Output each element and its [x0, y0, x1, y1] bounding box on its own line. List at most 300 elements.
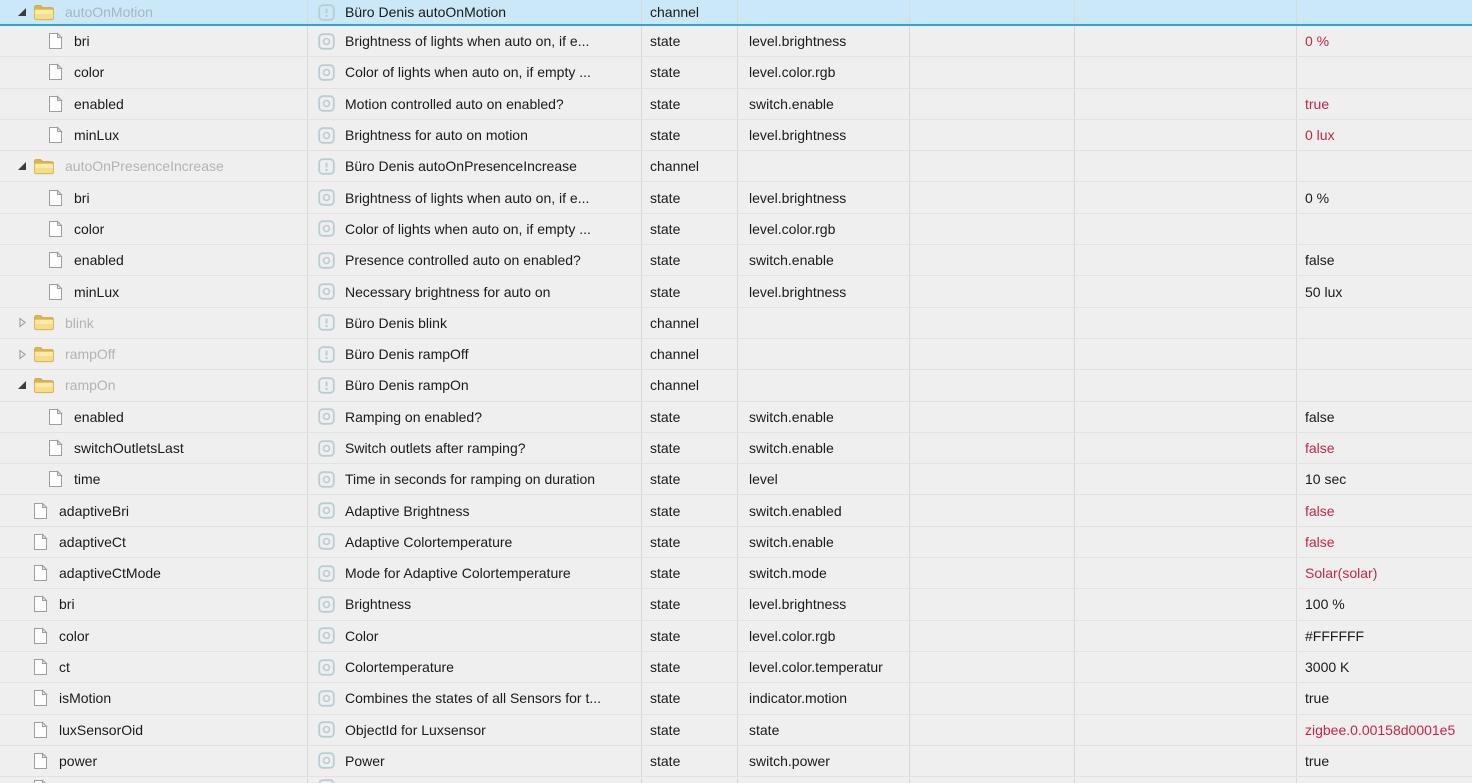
object-name: bri	[74, 33, 90, 50]
value-cell[interactable]	[1297, 558, 1472, 588]
file-icon-wrap	[33, 752, 48, 770]
state-icon	[318, 220, 335, 237]
state-icon-wrap	[318, 596, 335, 613]
file-icon	[48, 63, 63, 81]
object-name: rampOff	[65, 346, 116, 363]
name-cell	[0, 621, 308, 651]
value-cell[interactable]	[1297, 464, 1472, 494]
object-type: channel	[650, 4, 700, 20]
object-type: channel	[650, 314, 700, 331]
file-icon	[48, 189, 63, 207]
value-cell[interactable]	[1297, 715, 1472, 745]
type-cell	[642, 339, 738, 369]
value-cell[interactable]	[1297, 120, 1472, 150]
description-cell	[308, 464, 642, 494]
channel-icon	[318, 4, 335, 21]
name-cell	[0, 214, 308, 244]
name-cell	[0, 26, 308, 56]
object-name: adaptiveCt	[59, 533, 126, 550]
description-cell	[308, 370, 642, 400]
tree-row[interactable]	[0, 558, 1472, 589]
role-cell	[738, 308, 910, 338]
type-cell	[642, 89, 738, 119]
role-cell	[738, 777, 910, 783]
type-cell	[642, 621, 738, 651]
name-cell	[0, 402, 308, 432]
object-value: 0 %	[1305, 189, 1330, 206]
room-cell	[910, 558, 1075, 588]
object-description: Color	[345, 627, 379, 644]
object-type: state	[650, 283, 681, 300]
description-cell	[308, 621, 642, 651]
name-cell	[0, 777, 308, 783]
file-icon	[48, 470, 63, 488]
function-cell	[1075, 558, 1297, 588]
object-description: Brightness for auto on motion	[345, 127, 528, 144]
object-name: color	[74, 220, 105, 237]
tree-row[interactable]	[0, 89, 1472, 120]
folder-icon-wrap	[33, 314, 54, 331]
room-cell	[910, 182, 1075, 212]
function-cell	[1075, 0, 1297, 24]
object-type: state	[650, 690, 681, 707]
type-cell	[642, 308, 738, 338]
object-type: state	[650, 220, 681, 237]
description-cell	[308, 433, 642, 463]
folder-icon-wrap	[33, 346, 54, 363]
role-cell	[738, 370, 910, 400]
description-cell	[308, 214, 642, 244]
object-value: Solar(solar)	[1305, 565, 1378, 582]
room-cell	[910, 433, 1075, 463]
object-value: 3000 K	[1305, 659, 1350, 676]
room-cell	[910, 683, 1075, 713]
file-icon-wrap	[48, 189, 63, 207]
triangle-expanded-icon	[17, 7, 27, 17]
role-cell	[738, 558, 910, 588]
object-type: state	[650, 659, 681, 676]
state-icon-wrap	[318, 502, 335, 519]
type-cell	[642, 495, 738, 525]
file-icon	[33, 627, 48, 645]
name-cell	[0, 683, 308, 713]
file-icon	[33, 502, 48, 520]
object-role: level.color.rgb	[749, 627, 836, 644]
tree-row[interactable]	[0, 214, 1472, 245]
type-cell	[642, 777, 738, 783]
file-icon	[33, 533, 48, 551]
room-cell	[910, 621, 1075, 651]
value-cell[interactable]	[1297, 182, 1472, 212]
room-cell	[910, 589, 1075, 619]
room-cell	[910, 89, 1075, 119]
object-value: false	[1305, 502, 1335, 519]
folder-icon-wrap	[33, 158, 54, 175]
name-cell	[0, 558, 308, 588]
name-cell	[0, 746, 308, 776]
tree-row[interactable]	[0, 652, 1472, 683]
folder-icon	[33, 4, 54, 21]
triangle-collapsed-icon	[17, 349, 27, 360]
room-cell	[910, 527, 1075, 557]
object-name: ct	[59, 659, 70, 676]
folder-icon	[33, 158, 54, 175]
description-cell	[308, 339, 642, 369]
object-type: state	[650, 721, 681, 738]
object-description: Motion controlled auto on enabled?	[345, 95, 564, 112]
file-icon-wrap	[33, 564, 48, 582]
object-description: Büro Denis autoOnPresenceIncrease	[345, 158, 577, 175]
type-cell	[642, 715, 738, 745]
value-cell[interactable]	[1297, 276, 1472, 306]
object-name: time	[74, 471, 101, 488]
object-value: 100 %	[1305, 596, 1345, 613]
tree-row[interactable]	[0, 0, 1472, 26]
type-cell	[642, 558, 738, 588]
state-icon-wrap	[318, 721, 335, 738]
object-type: state	[650, 471, 681, 488]
type-cell	[642, 464, 738, 494]
object-name: bri	[74, 189, 90, 206]
file-icon-wrap	[48, 63, 63, 81]
file-icon-wrap	[33, 721, 48, 739]
description-cell	[308, 276, 642, 306]
object-name: power	[59, 752, 98, 769]
state-icon-wrap	[318, 471, 335, 488]
description-cell	[308, 182, 642, 212]
object-description: Combines the states of all Sensors for t...	[345, 690, 602, 707]
role-cell	[738, 339, 910, 369]
type-cell	[642, 276, 738, 306]
role-cell	[738, 120, 910, 150]
tree-row[interactable]	[0, 777, 1472, 783]
file-icon	[33, 564, 48, 582]
value-cell[interactable]	[1297, 214, 1472, 244]
tree-row[interactable]	[0, 26, 1472, 57]
tree-row[interactable]	[0, 276, 1472, 307]
state-icon-wrap	[318, 440, 335, 457]
value-cell[interactable]	[1297, 151, 1472, 181]
state-icon-wrap	[318, 252, 335, 269]
name-cell	[0, 182, 308, 212]
object-type: state	[650, 502, 681, 519]
object-type: state	[650, 408, 681, 425]
object-value: true	[1305, 95, 1330, 112]
file-icon	[48, 439, 63, 457]
name-cell	[0, 652, 308, 682]
file-icon-wrap	[48, 220, 63, 238]
state-icon	[318, 596, 335, 613]
type-cell	[642, 683, 738, 713]
tree-row[interactable]	[0, 57, 1472, 88]
function-cell	[1075, 527, 1297, 557]
tree-row[interactable]	[0, 527, 1472, 558]
state-icon	[318, 252, 335, 269]
type-cell	[642, 402, 738, 432]
file-icon	[48, 283, 63, 301]
file-icon-wrap	[48, 439, 63, 457]
file-icon-wrap	[48, 126, 63, 144]
object-role: switch.enable	[749, 252, 834, 269]
description-cell	[308, 589, 642, 619]
room-cell	[910, 245, 1075, 275]
function-cell	[1075, 683, 1297, 713]
function-cell	[1075, 245, 1297, 275]
object-description: ObjectId for Luxsensor	[345, 721, 486, 738]
triangle-expanded-icon	[17, 161, 27, 171]
value-cell[interactable]	[1297, 777, 1472, 783]
value-cell[interactable]	[1297, 26, 1472, 56]
object-role: level.brightness	[749, 127, 847, 144]
role-cell	[738, 527, 910, 557]
object-type: channel	[650, 158, 700, 175]
value-cell[interactable]	[1297, 433, 1472, 463]
channel-icon	[318, 314, 335, 331]
object-name: autoOnPresenceIncrease	[65, 158, 224, 175]
tree-row[interactable]	[0, 433, 1472, 464]
object-name: minLux	[74, 283, 120, 300]
tree-row[interactable]	[0, 370, 1472, 401]
object-role: level.color.rgb	[749, 64, 836, 81]
object-description: Presence controlled auto on enabled?	[345, 252, 581, 269]
value-cell[interactable]	[1297, 746, 1472, 776]
function-cell	[1075, 308, 1297, 338]
role-cell	[738, 89, 910, 119]
type-cell	[642, 0, 738, 24]
tree-row[interactable]	[0, 182, 1472, 213]
object-role: level.color.rgb	[749, 220, 836, 237]
name-cell	[0, 276, 308, 306]
tree-row[interactable]	[0, 683, 1472, 714]
room-cell	[910, 214, 1075, 244]
object-type: state	[650, 596, 681, 613]
object-description: Color of lights when auto on, if empty ...	[345, 64, 591, 81]
channel-icon	[318, 158, 335, 175]
function-cell	[1075, 402, 1297, 432]
object-role: switch.enable	[749, 533, 834, 550]
file-icon-wrap	[33, 658, 48, 676]
folder-icon	[33, 314, 54, 331]
object-role: switch.enable	[749, 440, 834, 456]
state-icon	[318, 627, 335, 644]
object-description: Colortemperature	[345, 659, 454, 676]
channel-icon	[318, 346, 335, 363]
object-description: Adaptive Colortemperature	[345, 533, 513, 550]
description-cell	[308, 777, 642, 783]
file-icon	[48, 95, 63, 113]
tree-row[interactable]	[0, 746, 1472, 777]
role-cell	[738, 182, 910, 212]
state-icon-wrap	[318, 283, 335, 300]
tree-expander-icon[interactable]	[16, 160, 28, 172]
file-icon-wrap	[48, 470, 63, 488]
file-icon-wrap	[33, 689, 48, 707]
name-cell	[0, 151, 308, 181]
channel-icon-wrap	[318, 158, 335, 175]
tree-expander-icon[interactable]	[16, 317, 28, 329]
tree-row[interactable]	[0, 120, 1472, 151]
description-cell	[308, 57, 642, 87]
channel-icon-wrap	[318, 4, 335, 21]
tree-row[interactable]	[0, 589, 1472, 620]
tree-row[interactable]	[0, 715, 1472, 746]
function-cell	[1075, 621, 1297, 651]
role-cell	[738, 715, 910, 745]
file-icon	[33, 658, 48, 676]
function-cell	[1075, 339, 1297, 369]
state-icon	[318, 189, 335, 206]
object-name: adaptiveBri	[59, 502, 130, 519]
function-cell	[1075, 182, 1297, 212]
function-cell	[1075, 715, 1297, 745]
function-cell	[1075, 777, 1297, 783]
object-name: autoOnMotion	[65, 4, 153, 20]
value-cell[interactable]	[1297, 621, 1472, 651]
object-description: Brightness of lights when auto on, if e...	[345, 33, 590, 50]
tree-row[interactable]	[0, 339, 1472, 370]
description-cell	[308, 402, 642, 432]
role-cell	[738, 402, 910, 432]
value-cell[interactable]	[1297, 370, 1472, 400]
file-icon	[33, 752, 48, 770]
room-cell	[910, 777, 1075, 783]
function-cell	[1075, 214, 1297, 244]
file-icon	[33, 595, 48, 613]
description-cell	[308, 89, 642, 119]
state-icon	[318, 779, 335, 783]
function-cell	[1075, 652, 1297, 682]
tree-expander-icon[interactable]	[16, 6, 28, 18]
value-cell[interactable]	[1297, 245, 1472, 275]
object-type: state	[650, 440, 681, 456]
tree-expander-icon[interactable]	[16, 379, 28, 391]
object-description: Büro Denis rampOff	[345, 346, 469, 363]
object-role: state	[749, 721, 780, 738]
state-icon	[318, 440, 335, 457]
tree-row[interactable]	[0, 151, 1472, 182]
tree-row[interactable]	[0, 464, 1472, 495]
object-value: false	[1305, 533, 1335, 550]
object-type: state	[650, 533, 681, 550]
channel-icon	[318, 377, 335, 394]
object-role: level.brightness	[749, 33, 847, 50]
room-cell	[910, 715, 1075, 745]
tree-expander-icon[interactable]	[16, 348, 28, 360]
name-cell	[0, 245, 308, 275]
function-cell	[1075, 370, 1297, 400]
role-cell	[738, 0, 910, 24]
state-icon-wrap	[318, 627, 335, 644]
object-type: state	[650, 33, 681, 50]
object-role: switch.enable	[749, 408, 834, 425]
role-cell	[738, 495, 910, 525]
role-cell	[738, 57, 910, 87]
state-icon	[318, 283, 335, 300]
value-cell[interactable]	[1297, 57, 1472, 87]
file-icon	[48, 251, 63, 269]
name-cell	[0, 0, 308, 24]
type-cell	[642, 182, 738, 212]
description-cell	[308, 527, 642, 557]
role-cell	[738, 245, 910, 275]
object-role: level.brightness	[749, 283, 847, 300]
description-cell	[308, 683, 642, 713]
name-cell	[0, 308, 308, 338]
type-cell	[642, 151, 738, 181]
state-icon	[318, 64, 335, 81]
file-icon-wrap	[48, 32, 63, 50]
tree-row[interactable]	[0, 402, 1472, 433]
room-cell	[910, 746, 1075, 776]
triangle-expanded-icon	[17, 380, 27, 390]
value-cell[interactable]	[1297, 683, 1472, 713]
tree-row[interactable]	[0, 308, 1472, 339]
room-cell	[910, 0, 1075, 24]
state-icon-wrap	[318, 565, 335, 582]
object-description: Switch outlets after ramping?	[345, 440, 526, 456]
object-description: Power	[345, 752, 385, 769]
object-value: 50 lux	[1305, 283, 1343, 300]
state-icon	[318, 565, 335, 582]
object-description: Necessary brightness for auto on	[345, 283, 551, 300]
value-cell[interactable]	[1297, 0, 1472, 24]
value-cell[interactable]	[1297, 652, 1472, 682]
object-description: Ramping on enabled?	[345, 408, 482, 425]
file-icon-wrap	[33, 595, 48, 613]
object-role: level.brightness	[749, 189, 847, 206]
function-cell	[1075, 120, 1297, 150]
object-type: channel	[650, 377, 700, 394]
room-cell	[910, 276, 1075, 306]
value-cell[interactable]	[1297, 339, 1472, 369]
state-icon-wrap	[318, 95, 335, 112]
value-cell[interactable]	[1297, 402, 1472, 432]
tree-row[interactable]	[0, 621, 1472, 652]
tree-row[interactable]	[0, 495, 1472, 526]
file-icon	[48, 32, 63, 50]
folder-icon-wrap	[33, 377, 54, 394]
object-name: color	[74, 64, 105, 81]
tree-row[interactable]	[0, 245, 1472, 276]
name-cell	[0, 715, 308, 745]
role-cell	[738, 26, 910, 56]
value-cell[interactable]	[1297, 89, 1472, 119]
type-cell	[642, 370, 738, 400]
value-cell[interactable]	[1297, 527, 1472, 557]
folder-icon-wrap	[33, 4, 54, 21]
description-cell	[308, 151, 642, 181]
object-value: #FFFFFF	[1305, 627, 1365, 644]
file-icon-wrap	[48, 408, 63, 426]
function-cell	[1075, 589, 1297, 619]
function-cell	[1075, 26, 1297, 56]
object-description: Mode for Adaptive Colortemperature	[345, 565, 571, 582]
name-cell	[0, 339, 308, 369]
value-cell[interactable]	[1297, 589, 1472, 619]
state-icon-wrap	[318, 408, 335, 425]
channel-icon-wrap	[318, 346, 335, 363]
name-cell	[0, 89, 308, 119]
value-cell[interactable]	[1297, 495, 1472, 525]
object-role: level	[749, 471, 778, 488]
state-icon-wrap	[318, 752, 335, 769]
room-cell	[910, 464, 1075, 494]
object-name: rampOn	[65, 377, 116, 394]
value-cell[interactable]	[1297, 308, 1472, 338]
object-role: indicator.motion	[749, 690, 848, 707]
object-description: Brightness	[345, 596, 412, 613]
object-description: Büro Denis autoOnMotion	[345, 4, 507, 20]
